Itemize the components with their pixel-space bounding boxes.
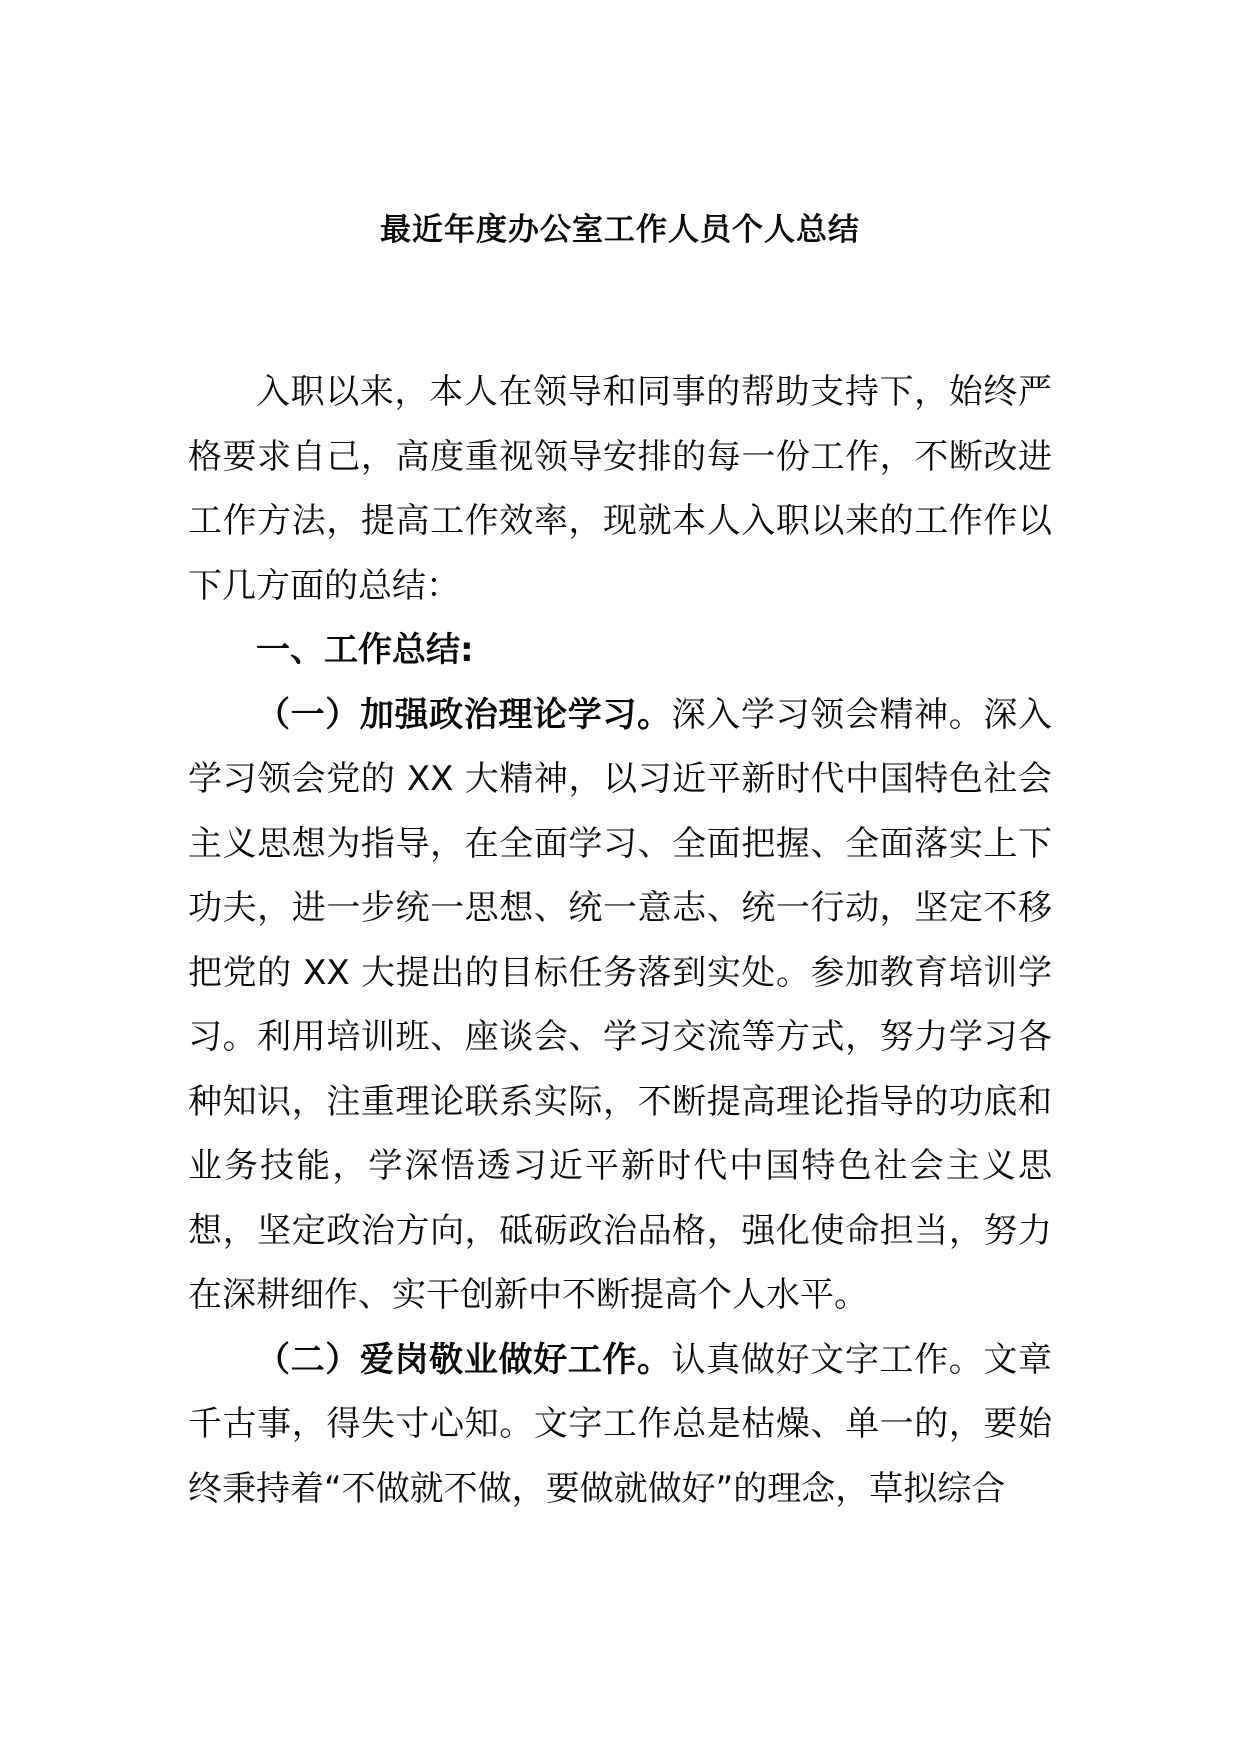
subsection-lead: （二）爱岗敬业做好工作。 bbox=[256, 1339, 672, 1380]
subsection-lead: （一）加强政治理论学习。 bbox=[256, 694, 672, 735]
subsection-political-study bbox=[188, 683, 1052, 1328]
intro-paragraph: 入职以来，本人在领导和同事的帮助支持下，始终严格要求自己，高度重视领导安排的每一份工作，不断改进工作方法，提高工作效率，现就本人入职以来的工作作以下几方面的总结： bbox=[188, 372, 1052, 606]
subsection-body: 认真做好文字工作。文章千古事，得失寸心知。文字工作总是枯燥、单一的，要始终秉持着“不做就不做，要做就做好”的理念，草拟综合 bbox=[188, 1339, 1053, 1509]
document-title: 最近年度办公室工作人员个人总结 bbox=[380, 212, 860, 248]
subsection-body: 深入学习领会精神。深入学习领会党的 XX 大精神，以习近平新时代中国特色社会主义思想为指导，在全面学习、全面把握、全面落实上下功夫，进一步统一思想、统一意志、统一行动，坚定不移把党的 XX 大提出的目标任务落到实处。参加教育培训学习。利用培训班、座谈会、学习交流等方式，努力学习各种知识，注重理论联系实际，不断提高理论指导的功底和业务技能，学深悟透习近平新时代中国特色社会主义思想，坚定政治方向，砥砺政治品格，强化使命担当，努力在深耕细作、实干创新中不断提高个人水平。 bbox=[188, 694, 1053, 1315]
document-body bbox=[188, 360, 1052, 1521]
section-heading-work-summary: 一、工作总结: bbox=[256, 630, 474, 670]
subsection-dedicated-work bbox=[188, 1328, 1052, 1522]
